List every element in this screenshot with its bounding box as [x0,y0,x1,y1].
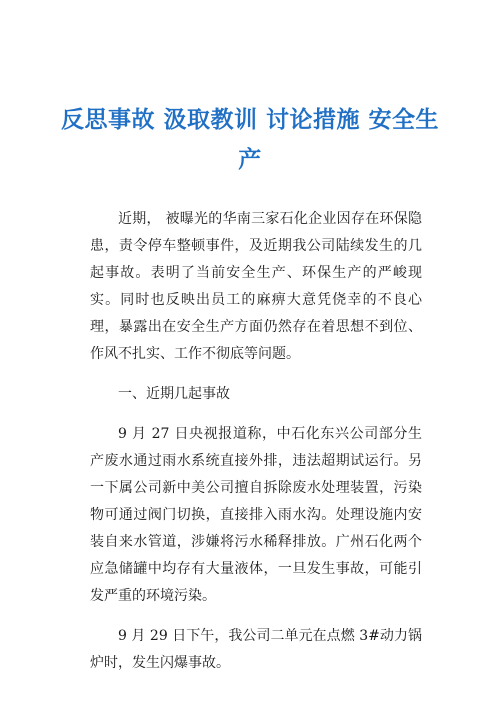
incident-paragraph-1: 9 月 27 日央视报道称，中石化东兴公司部分生产废水通过雨水系统直接外排，违法超期试运行。另一下属公司新中美公司擅自拆除废水处理装置，污染物可通过阀门切换，直接排入雨水沟。处理设施内安装自来水管道，涉嫌将污水稀释排放。广州石化两个应急储罐中均存有大量液体，一旦发生事故，可能引发严重的环境污染。 [90,426,422,604]
incident-paragraph-2: 9 月 29 日下午，我公司二单元在点燃 3#动力锅炉时，发生闪爆事故。 [90,628,422,671]
document-title: 反思事故 汲取教训 讨论措施 安全生产 [60,107,440,173]
intro-paragraph: 近期， 被曝光的华南三家石化企业因存在环保隐患，责令停车整顿事件，及近期我公司陆续发生的几起事故。表明了当前安全生产、环保生产的严峻现实。同时也反映出员工的麻痹大意凭侥幸的不良心理，暴露出在安全生产方面仍然存在着思想不到位、作风不扎实、工作不彻底等问题。 [90,211,422,362]
section-heading: 一、近期几起事故 [118,386,230,402]
document-body [90,206,422,690]
